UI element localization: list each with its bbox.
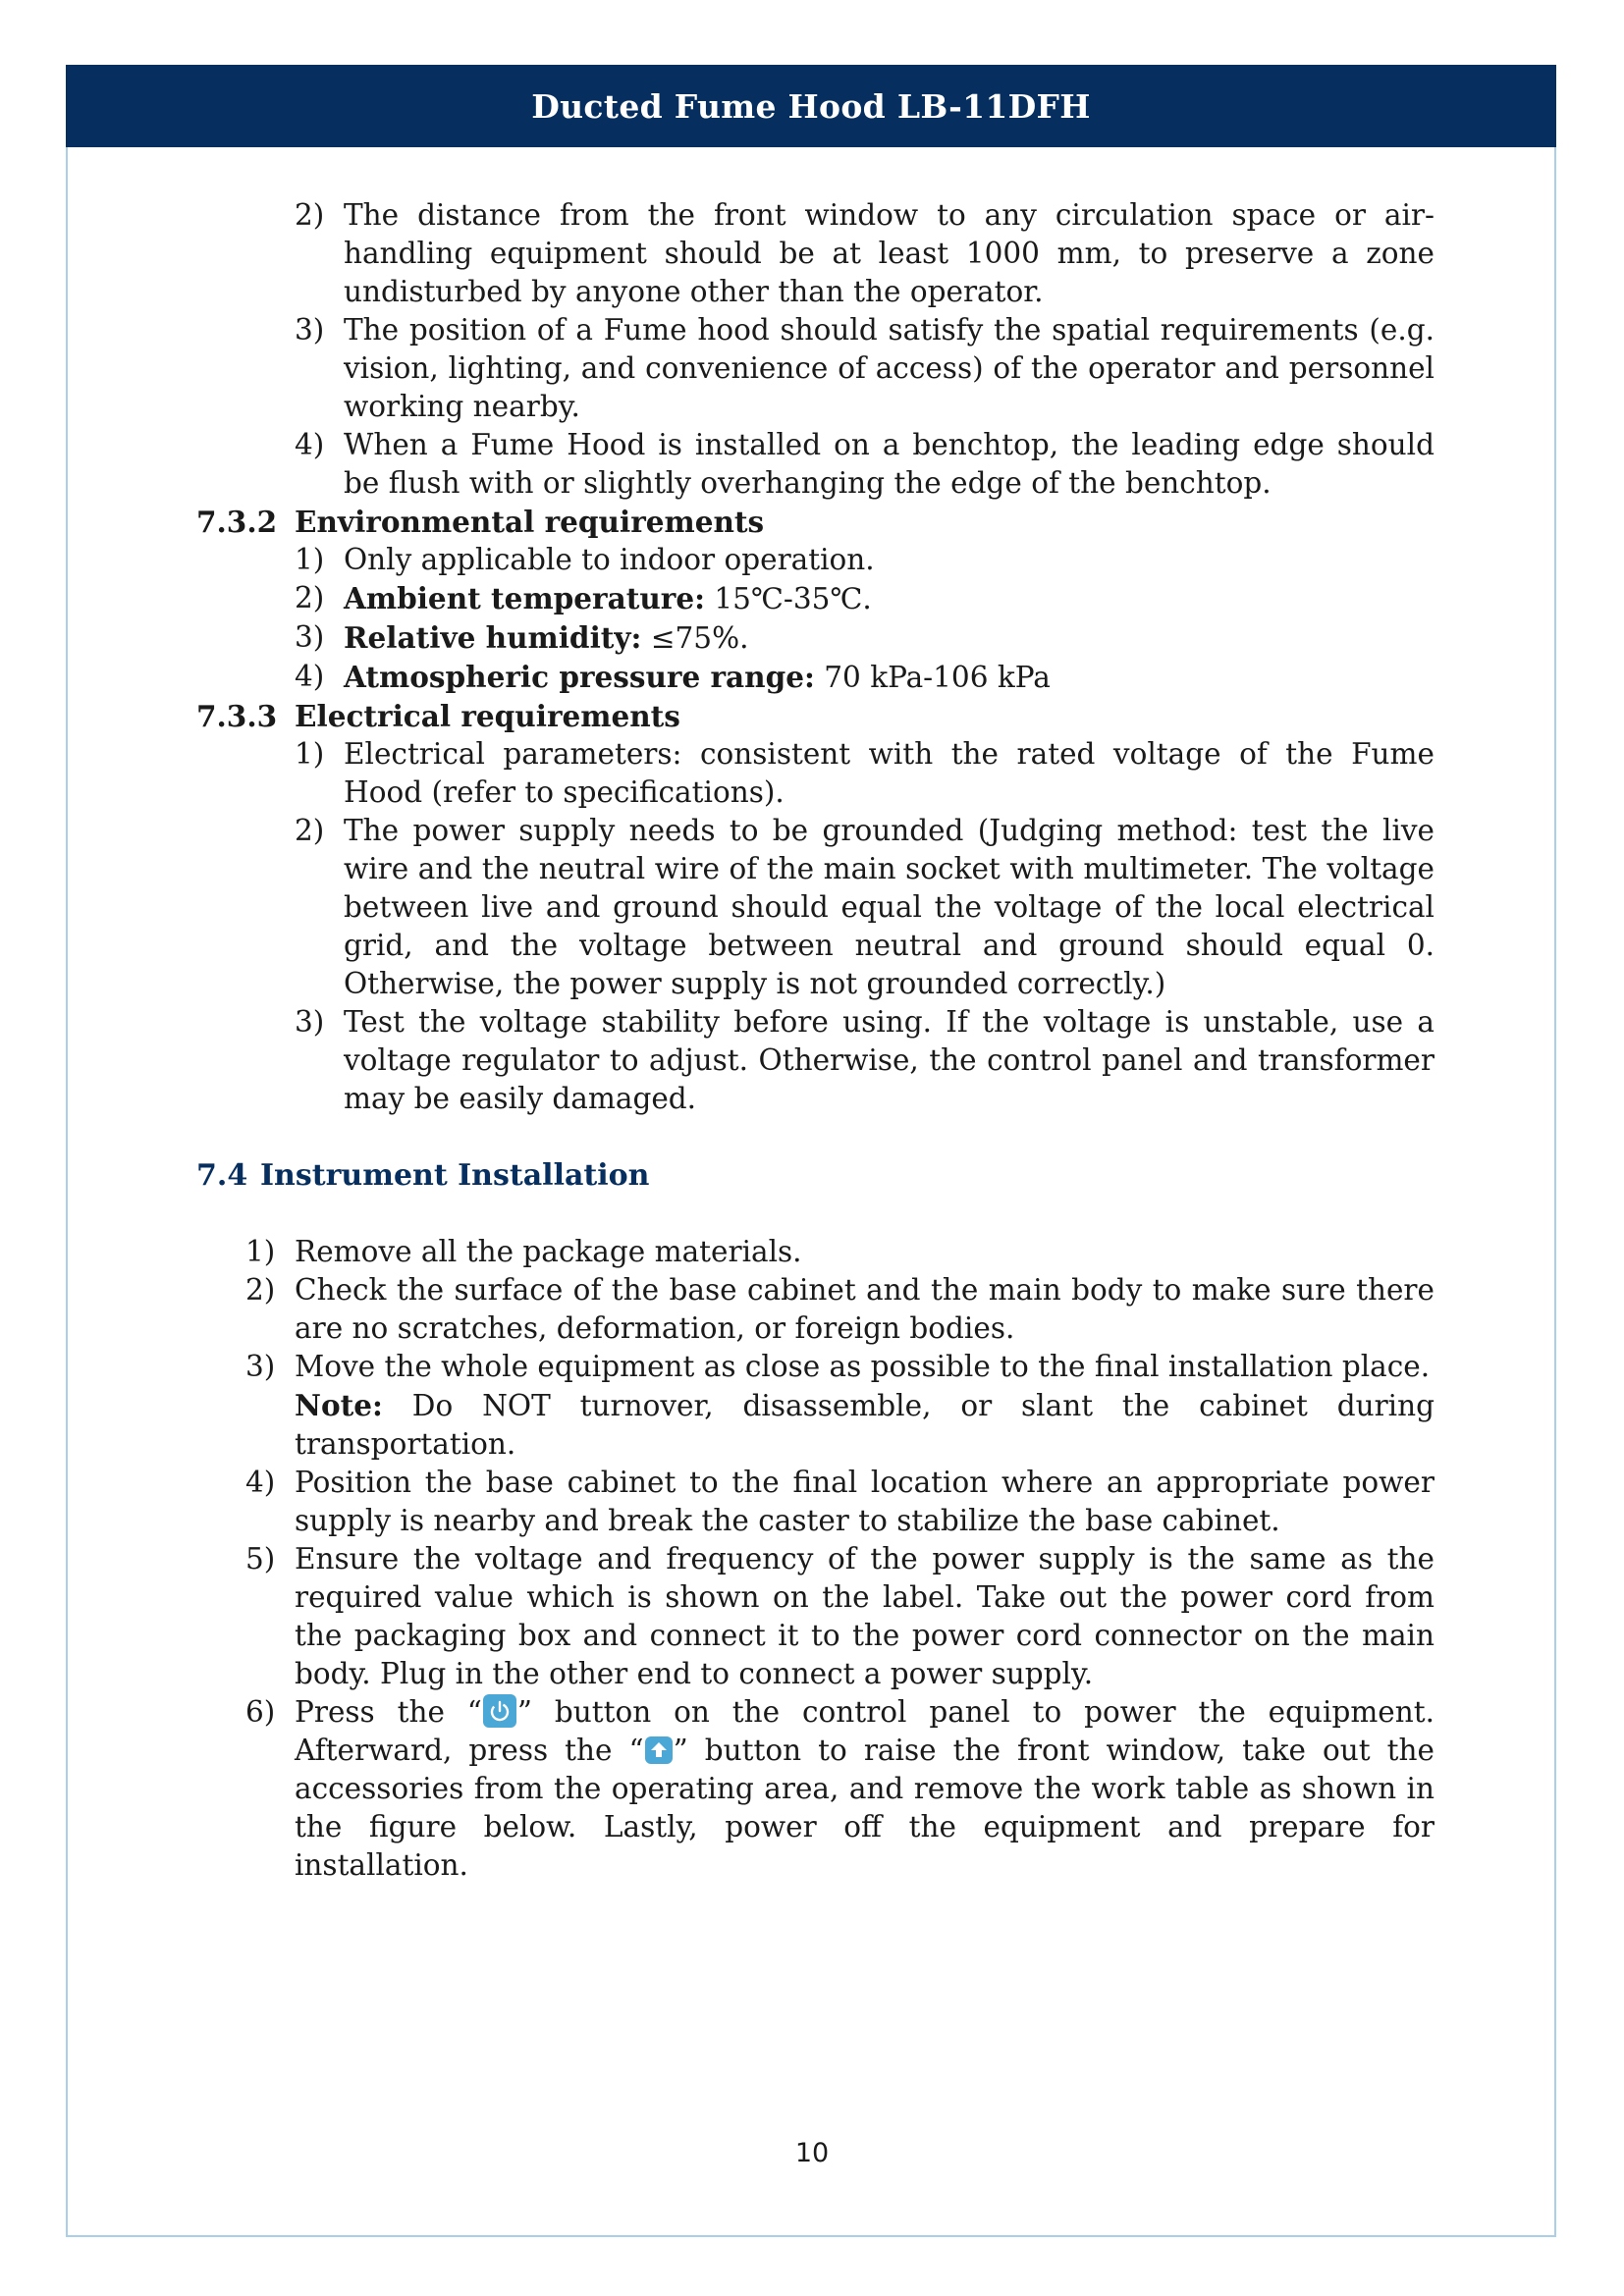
item-label: Relative humidity: xyxy=(344,620,642,655)
list-item xyxy=(0,1540,1624,1693)
item-number: 2) xyxy=(245,1273,276,1307)
item-text: Position the base cabinet to the final location where an appropriate power supply is nearby and break the caster to stabilize the base cabinet. xyxy=(295,1466,1435,1537)
list-item xyxy=(0,426,1624,503)
item-text: The position of a Fume hood should satisfy the spatial requirements (e.g. vision, lighting, and convenience of access) of the operator and personnel working nearby. xyxy=(344,313,1435,423)
subsection-number: 7.3.3 xyxy=(196,699,278,733)
list-item xyxy=(0,1693,1624,1885)
item-number: 4) xyxy=(295,660,325,693)
list-item xyxy=(0,1464,1624,1540)
item-text-c: ” button to raise the front window, take out the accessories from the operating area, and remove the work table as shown in the figure below. Lastly, power off the equipment and prepare for installation. xyxy=(295,1734,1435,1882)
note-label: Note: xyxy=(295,1388,383,1422)
item-number: 1) xyxy=(245,1235,276,1268)
item-number: 3) xyxy=(245,1350,276,1383)
item-number: 3) xyxy=(295,1005,325,1039)
list-item xyxy=(0,311,1624,426)
item-label: Atmospheric pressure range: xyxy=(344,660,815,694)
item-text: Electrical parameters: consistent with the rated voltage of the Fume Hood (refer to specifications). xyxy=(344,737,1435,809)
item-number: 3) xyxy=(295,620,325,654)
power-button-icon xyxy=(483,1694,516,1728)
item-text: The distance from the front window to any circulation space or air-handling equipment should be at least 1000 mm, to preserve a zone undisturbed by anyone other than the operator. xyxy=(344,198,1435,308)
item-number: 2) xyxy=(295,198,325,232)
item-text: Ensure the voltage and frequency of the power supply is the same as the required value which is shown on the label. Take out the power cord from the packaging box and connect it to the power cord connector on the main body. Plug in the other end to connect a power supply. xyxy=(295,1542,1435,1690)
subsection-heading-electrical xyxy=(0,697,1624,735)
item-text: When a Fume Hood is installed on a benchtop, the leading edge should be flush with or slightly overhanging the edge of the benchtop. xyxy=(344,428,1435,500)
page-number: 10 xyxy=(794,2138,830,2168)
item-text: 15℃-35℃. xyxy=(705,582,872,615)
item-number: 3) xyxy=(295,313,325,347)
up-arrow-button-icon xyxy=(645,1736,673,1764)
subsection-number: 7.3.2 xyxy=(196,505,278,539)
list-item xyxy=(0,1003,1624,1118)
item-text: 70 kPa-106 kPa xyxy=(814,661,1051,694)
item-text: Only applicable to indoor operation. xyxy=(344,543,875,576)
item-text: Remove all the package materials. xyxy=(295,1235,802,1268)
item-number: 2) xyxy=(295,581,325,614)
item-text: Check the surface of the base cabinet and the main body to make sure there are no scratches, deformation, or foreign bodies. xyxy=(295,1273,1435,1345)
subsection-title: Environmental requirements xyxy=(295,505,765,539)
item-text: Test the voltage stability before using. If the voltage is unstable, use a voltage regulator to adjust. Otherwise, the control panel and transformer may be easily damaged. xyxy=(344,1005,1435,1115)
item-text: ≤75%. xyxy=(641,621,749,655)
page-header xyxy=(66,65,1556,147)
list-item xyxy=(0,541,1624,579)
item-text: The power supply needs to be grounded (Judging method: test the live wire and the neutral wire of the main socket with multimeter. The voltage between live and ground should equal the voltage of the local electrical grid, and the voltage between neutral and ground should equal 0. Otherwise, the power supply is not grounded correctly.) xyxy=(344,814,1435,1000)
item-number: 4) xyxy=(295,428,325,461)
item-number: 5) xyxy=(245,1542,276,1575)
item-number: 4) xyxy=(245,1466,276,1499)
list-item xyxy=(0,1233,1624,1271)
document-body xyxy=(0,196,1624,1885)
item-label: Ambient temperature: xyxy=(344,581,705,615)
header-title: Ducted Fume Hood LB-11DFH xyxy=(531,86,1091,126)
section-title: Instrument Installation xyxy=(260,1158,650,1193)
list-item xyxy=(0,1271,1624,1348)
item-text-a: Press the “ xyxy=(295,1695,482,1729)
section-heading-instrument-installation xyxy=(0,1156,1624,1195)
item-text: Move the whole equipment as close as possible to the final installation place. xyxy=(295,1350,1431,1383)
item-number: 2) xyxy=(295,814,325,847)
item-number: 1) xyxy=(295,737,325,771)
list-item xyxy=(0,735,1624,812)
subsection-title: Electrical requirements xyxy=(295,699,680,733)
list-item xyxy=(0,618,1624,658)
list-item xyxy=(0,1348,1624,1464)
list-item xyxy=(0,196,1624,311)
item-text-b: ” button on the control panel to power the equipment. Afterward, press the “ xyxy=(295,1695,1435,1767)
list-item xyxy=(0,579,1624,618)
note-text: Do NOT turnover, disassemble, or slant the cabinet during transportation. xyxy=(295,1389,1435,1461)
list-item xyxy=(0,658,1624,697)
subsection-heading-environmental xyxy=(0,503,1624,541)
list-item xyxy=(0,812,1624,1003)
item-number: 6) xyxy=(245,1695,276,1729)
item-number: 1) xyxy=(295,543,325,576)
section-number: 7.4 xyxy=(196,1158,248,1193)
